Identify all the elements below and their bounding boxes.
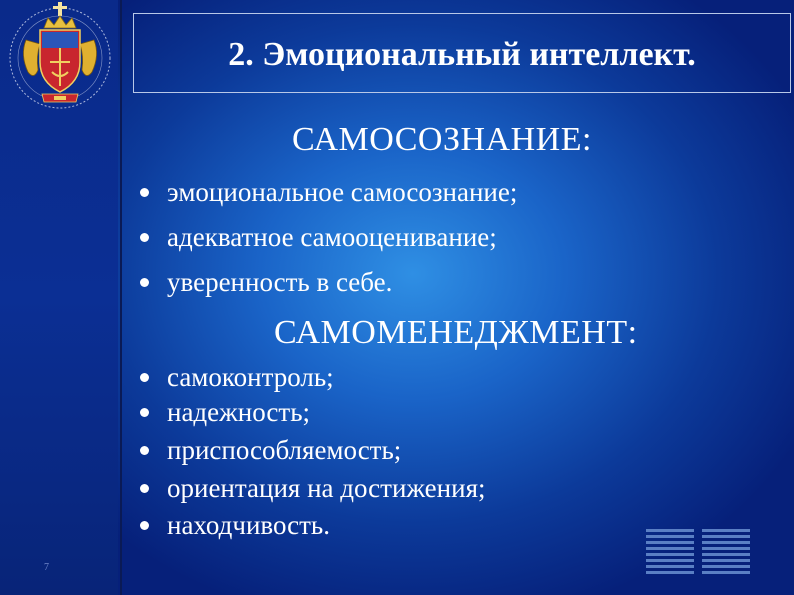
list-item-text: адекватное самооценивание; [167,222,497,252]
left-sidebar [0,0,118,595]
bullet-dot-icon [140,373,149,382]
list-item-text: эмоциональное самосознание; [167,177,518,207]
section-heading-self-awareness: САМОСОЗНАНИЕ: [292,121,592,158]
list-item-text: уверенность в себе. [167,267,393,297]
list-item-text: самоконтроль; [167,362,334,392]
bullet-dot-icon [140,233,149,242]
stripes-decoration-icon [646,529,750,577]
bullet-dot-icon [140,484,149,493]
bullet-dot-icon [140,188,149,197]
slide-title: 2. Эмоциональный интеллект. [228,36,696,73]
list-item-text: находчивость. [167,510,330,540]
bullet-dot-icon [140,278,149,287]
title-frame [133,13,791,93]
slide-number: 7 [44,562,49,573]
list-item-text: приспособляемость; [167,435,402,465]
bullet-dot-icon [140,446,149,455]
bullet-dot-icon [140,521,149,530]
sidebar-divider [120,0,122,595]
list-item-text: ориентация на достижения; [167,473,486,503]
list-item-text: надежность; [167,397,311,427]
bullet-dot-icon [140,408,149,417]
section-heading-self-management: САМОМЕНЕДЖМЕНТ: [274,314,638,351]
academy-emblem-icon [6,0,114,118]
